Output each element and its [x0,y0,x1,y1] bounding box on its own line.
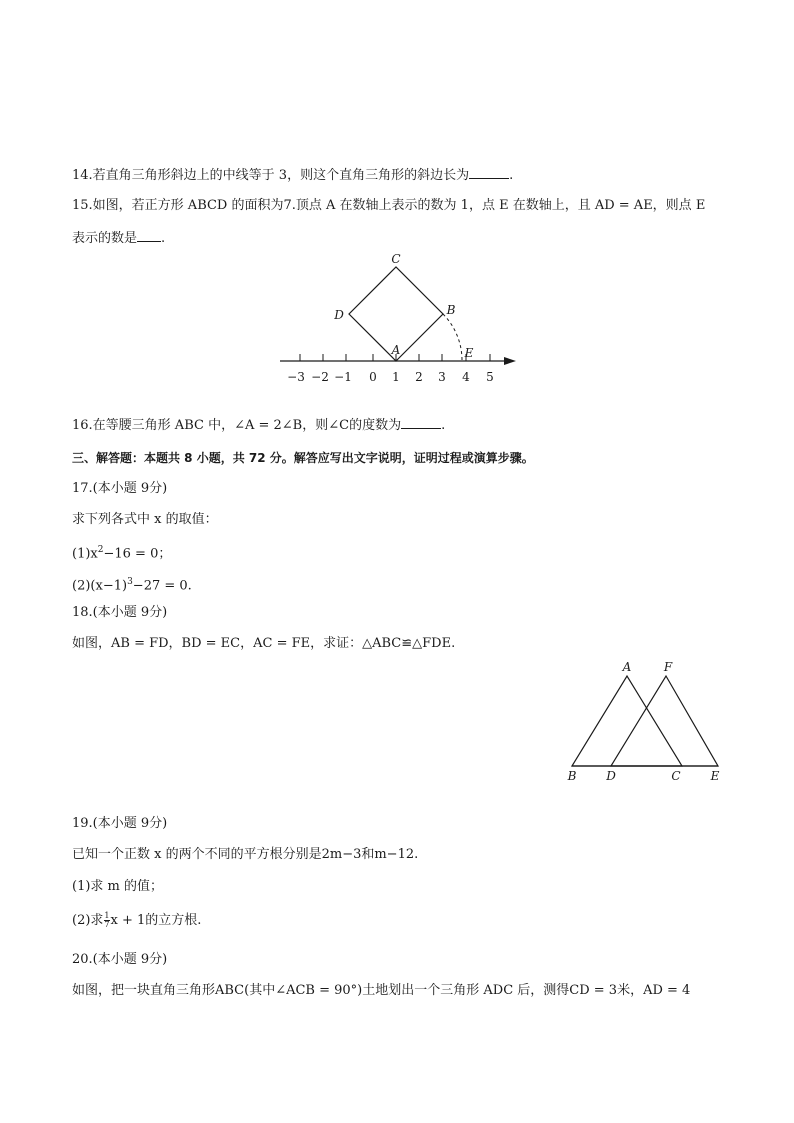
triangle-fde [611,676,718,766]
answer-blank [137,229,161,242]
question-18-header: 18.(本小题 9分) [72,605,168,620]
question-19-text: 已知一个正数 x 的两个不同的平方根分别是2m−3和m−12. [72,847,419,862]
question-19-part2: (2)求 $\frac{1}{7}$ x + 1的立方根. [72,911,202,929]
tick-label: −2 [311,370,329,384]
question-17-part1: $(1)x^2-16 = 0$； [72,545,172,562]
question-17-header: 17.(本小题 9分) [72,481,168,496]
tick-label: 1 [392,370,400,384]
tick-label: −1 [334,370,352,384]
triangle-abc [572,676,682,766]
answer-blank [469,166,509,179]
tick-label: 4 [462,370,470,384]
section-heading: 三、解答题：本题共 8 小题，共 72 分。解答应写出文字说明，证明过程或演算步骤。 [72,451,534,465]
question-14-text: 14.若直角三角形斜边上的中线等于 3，则这个直角三角形的斜边长为 [72,168,470,183]
point-label-b: B [446,303,456,317]
fraction: $\frac{1}{7}$ [104,911,110,929]
tick-label: 0 [369,370,377,384]
question-18-text: 如图，AB = FD，BD = EC，AC = FE，求证：△ABC≌△FDE. [72,636,456,651]
question-19-part1: (1)求 m 的值； [72,879,164,894]
tick-label: 3 [438,370,446,384]
axis-arrow-icon [504,357,516,365]
question-15-line1: 15.如图，若正方形 ABCD 的面积为7.顶点 A 在数轴上表示的数为 1，点 E 在数轴上，且 AD = AE，则点 E [72,198,706,213]
question-17-part2: $(2)(x-1)^3-27 = 0$. [72,577,192,594]
tick-label: 2 [415,370,423,384]
point-label-d: D [334,308,344,322]
triangles-figure [560,656,730,786]
point-label-a: A [391,343,401,357]
question-14: 14.若直角三角形斜边上的中线等于 3，则这个直角三角形的斜边长为 . [72,168,514,183]
point-label-c: C [671,769,681,783]
question-20-header: 20.(本小题 9分) [72,952,168,967]
question-15-line2: 表示的数是 . [72,231,166,246]
point-label-e: E [464,346,474,360]
square-numberline-figure [270,250,530,390]
answer-blank [401,416,441,429]
question-16: 16.在等腰三角形 ABC 中，∠A = 2∠B，则∠C的度数为 . [72,418,446,433]
question-17-intro: 求下列各式中 x 的取值： [72,512,218,527]
arc-b-to-e [443,314,462,361]
question-20-text: 如图，把一块直角三角形ABC(其中∠ACB = 90°)土地划出一个三角形 ADC 后，测得CD = 3米，AD = 4 [72,983,691,998]
point-label-a: A [622,660,632,674]
point-label-d: D [606,769,616,783]
question-19-header: 19.(本小题 9分) [72,816,168,831]
point-label-b: B [567,769,577,783]
point-label-f: F [663,660,673,674]
tick-label: −3 [287,370,305,384]
tick-label: 5 [486,370,494,384]
point-label-c: C [391,252,401,266]
point-label-e: E [710,769,720,783]
